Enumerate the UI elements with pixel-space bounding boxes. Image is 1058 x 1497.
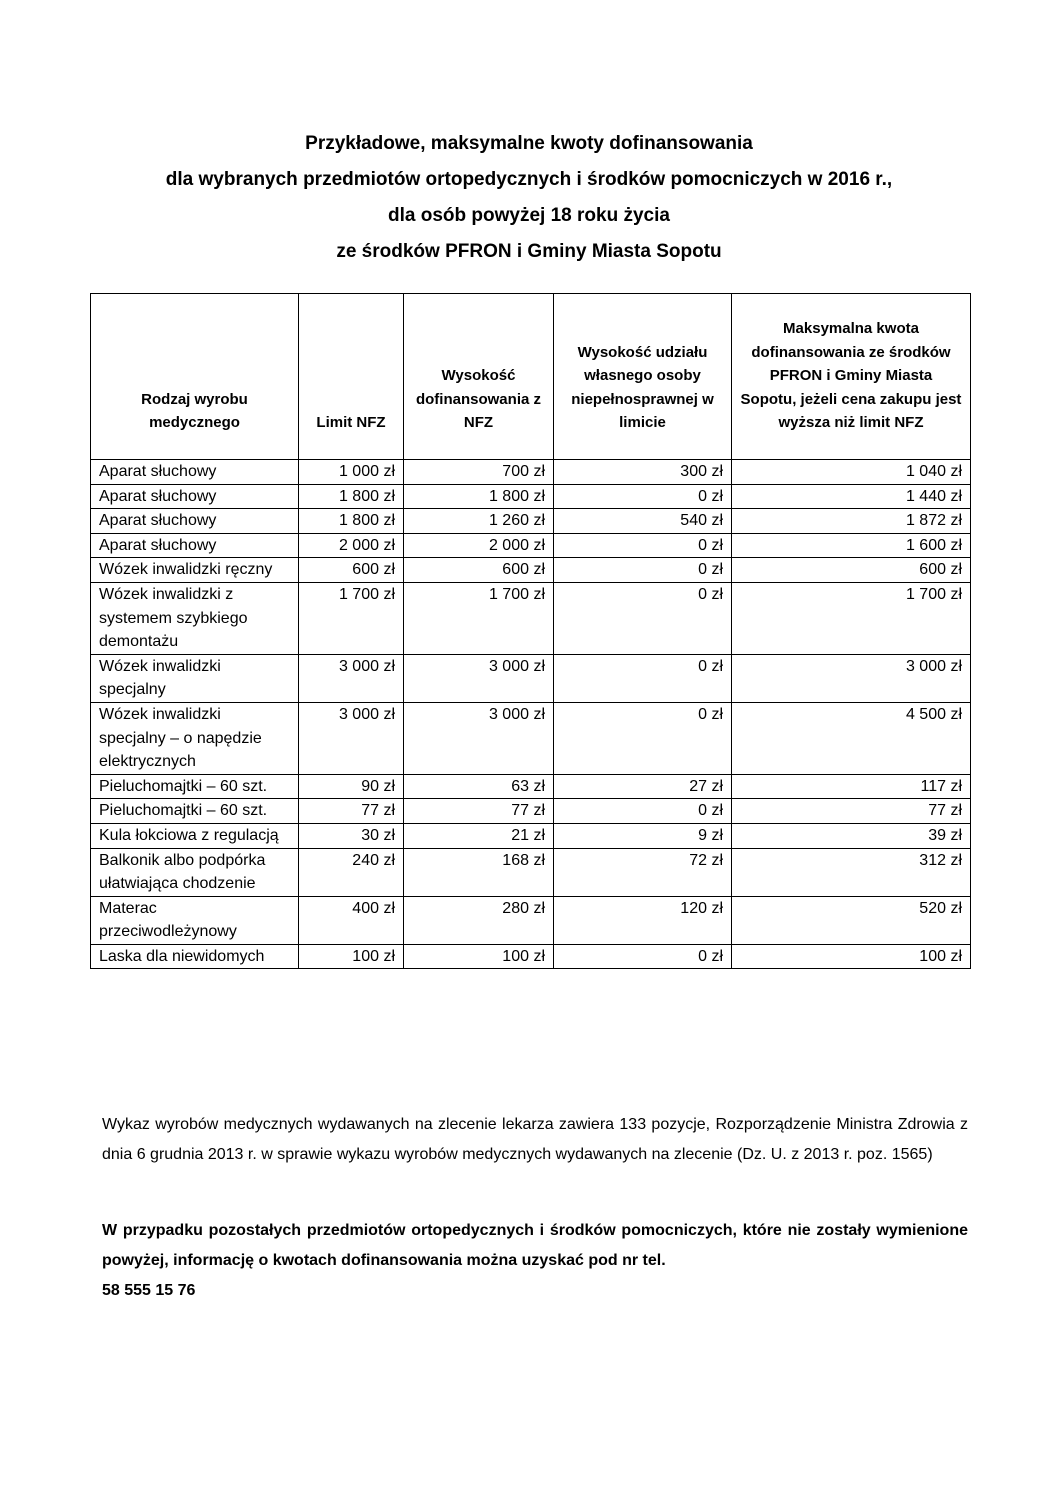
own-contribution: 540 zł: [554, 509, 732, 534]
table-row: [91, 799, 971, 824]
nfz-funding: 600 zł: [404, 558, 554, 583]
product-name: Pieluchomajtki – 60 szt.: [91, 799, 299, 824]
pfron-funding: 1 700 zł: [732, 582, 971, 654]
own-contribution: 0 zł: [554, 799, 732, 824]
own-contribution: 0 zł: [554, 582, 732, 654]
title-line-3: dla osób powyżej 18 roku życia: [388, 205, 670, 226]
nfz-limit: 400 zł: [299, 896, 404, 944]
table-row: [91, 533, 971, 558]
nfz-limit: 77 zł: [299, 799, 404, 824]
pfron-funding: 312 zł: [732, 848, 971, 896]
table-row: [91, 509, 971, 534]
nfz-funding: 77 zł: [404, 799, 554, 824]
own-contribution: 9 zł: [554, 823, 732, 848]
table-row: [91, 582, 971, 654]
pfron-funding: 1 600 zł: [732, 533, 971, 558]
table-row: [91, 460, 971, 485]
own-contribution: 27 zł: [554, 774, 732, 799]
title-line-4: ze środków PFRON i Gminy Miasta Sopotu: [336, 241, 722, 262]
header-max-pfron-funding: Maksymalna kwota dofinansowania ze środków PFRON i Gminy Miasta Sopotu, jeżeli cena zakupu jest wyższa niż limit NFZ: [732, 294, 971, 460]
nfz-funding: 63 zł: [404, 774, 554, 799]
nfz-limit: 1 700 zł: [299, 582, 404, 654]
table-row: [91, 654, 971, 702]
subsidy-table: [90, 293, 971, 969]
pfron-funding: 1 872 zł: [732, 509, 971, 534]
product-name: Wózek inwalidzki ręczny: [91, 558, 299, 583]
product-name: Aparat słuchowy: [91, 460, 299, 485]
nfz-funding: 3 000 zł: [404, 702, 554, 774]
nfz-funding: 1 800 zł: [404, 484, 554, 509]
pfron-funding: 77 zł: [732, 799, 971, 824]
title-line-2: dla wybranych przedmiotów ortopedycznych i środków pomocniczych w 2016 r.,: [165, 169, 893, 190]
header-own-contribution: Wysokość udziału własnego osoby niepełnosprawnej w limicie: [554, 294, 732, 460]
pfron-funding: 520 zł: [732, 896, 971, 944]
product-name: Aparat słuchowy: [91, 509, 299, 534]
nfz-limit: 240 zł: [299, 848, 404, 896]
header-nfz-limit: Limit NFZ: [299, 294, 404, 460]
nfz-limit: 600 zł: [299, 558, 404, 583]
pfron-funding: 100 zł: [732, 944, 971, 969]
document-title: [0, 126, 1058, 270]
pfron-funding: 1 440 zł: [732, 484, 971, 509]
product-name: Aparat słuchowy: [91, 533, 299, 558]
header-product-type: Rodzaj wyrobu medycznego: [91, 294, 299, 460]
title-line-1: Przykładowe, maksymalne kwoty dofinansowania: [305, 133, 753, 154]
product-name: Wózek inwalidzki specjalny: [91, 654, 299, 702]
pfron-funding: 1 040 zł: [732, 460, 971, 485]
nfz-limit: 3 000 zł: [299, 702, 404, 774]
table-row: [91, 774, 971, 799]
product-name: Aparat słuchowy: [91, 484, 299, 509]
nfz-limit: 1 800 zł: [299, 484, 404, 509]
nfz-limit: 100 zł: [299, 944, 404, 969]
own-contribution: 0 zł: [554, 533, 732, 558]
nfz-limit: 1 000 zł: [299, 460, 404, 485]
nfz-funding: 21 zł: [404, 823, 554, 848]
nfz-limit: 2 000 zł: [299, 533, 404, 558]
contact-note: [102, 1216, 968, 1306]
product-name: Wózek inwalidzki specjalny – o napędzie elektrycznych: [91, 702, 299, 774]
nfz-funding: 168 zł: [404, 848, 554, 896]
nfz-funding: 1 700 zł: [404, 582, 554, 654]
phone-number: 58 555 15 76: [102, 1282, 196, 1299]
nfz-limit: 30 zł: [299, 823, 404, 848]
product-name: Laska dla niewidomych: [91, 944, 299, 969]
product-name: Balkonik albo podpórka ułatwiająca chodzenie: [91, 848, 299, 896]
table-row: [91, 558, 971, 583]
register-note: Wykaz wyrobów medycznych wydawanych na zlecenie lekarza zawiera 133 pozycje, Rozporządzenie Ministra Zdrowia z dnia 6 grudnia 2013 r. w sprawie wykazu wyrobów medycznych wydawanych na zlecenie (Dz. U. z 2013 r. poz. 1565): [102, 1116, 968, 1163]
own-contribution: 72 zł: [554, 848, 732, 896]
nfz-funding: 280 zł: [404, 896, 554, 944]
contact-text: W przypadku pozostałych przedmiotów ortopedycznych i środków pomocniczych, które nie zostały wymienione powyżej, informację o kwotach dofinansowania można uzyskać pod nr tel.: [102, 1222, 968, 1269]
own-contribution: 0 zł: [554, 484, 732, 509]
nfz-funding: 2 000 zł: [404, 533, 554, 558]
nfz-limit: 1 800 zł: [299, 509, 404, 534]
product-name: Wózek inwalidzki z systemem szybkiego demontażu: [91, 582, 299, 654]
own-contribution: 0 zł: [554, 944, 732, 969]
table-row: [91, 823, 971, 848]
nfz-funding: 3 000 zł: [404, 654, 554, 702]
table-row: [91, 896, 971, 944]
table-row: [91, 484, 971, 509]
table-row: [91, 702, 971, 774]
nfz-funding: 700 zł: [404, 460, 554, 485]
pfron-funding: 3 000 zł: [732, 654, 971, 702]
nfz-funding: 1 260 zł: [404, 509, 554, 534]
own-contribution: 0 zł: [554, 702, 732, 774]
own-contribution: 0 zł: [554, 654, 732, 702]
product-name: Materac przeciwodleżynowy: [91, 896, 299, 944]
pfron-funding: 4 500 zł: [732, 702, 971, 774]
product-name: Pieluchomajtki – 60 szt.: [91, 774, 299, 799]
nfz-limit: 90 zł: [299, 774, 404, 799]
own-contribution: 120 zł: [554, 896, 732, 944]
nfz-limit: 3 000 zł: [299, 654, 404, 702]
table-row: [91, 848, 971, 896]
pfron-funding: 600 zł: [732, 558, 971, 583]
own-contribution: 0 zł: [554, 558, 732, 583]
table-header-row: [91, 294, 971, 460]
pfron-funding: 39 zł: [732, 823, 971, 848]
product-name: Kula łokciowa z regulacją: [91, 823, 299, 848]
own-contribution: 300 zł: [554, 460, 732, 485]
nfz-funding: 100 zł: [404, 944, 554, 969]
header-nfz-funding: Wysokość dofinansowania z NFZ: [404, 294, 554, 460]
pfron-funding: 117 zł: [732, 774, 971, 799]
table-row: [91, 944, 971, 969]
